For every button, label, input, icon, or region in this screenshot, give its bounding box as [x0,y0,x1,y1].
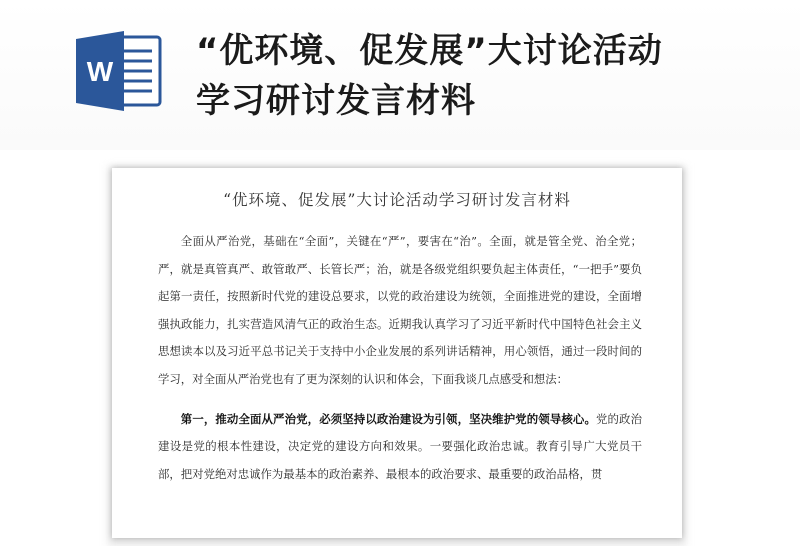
paragraph-intro: 全面从严治党，基础在“全面”，关键在“严”，要害在“治”。全面，就是管全党、治全党；严，就是真管真严、敢管敢严、长管长严；治，就是各级党组织要负起主体责任，“一把手”要负起第一责任，按照新时代党的建设总要求，以党的政治建设为统领，全面推进党的建设，全面增强执政能力，扎实营造风清气正的政治生态。近期我认真学习了习近平新时代中国特色社会主义思想读本以及习近平总书记关于支持中小企业发展的系列讲话精神，用心领悟，通过一段时间的学习，对全面从严治党也有了更为深刻的认识和体会，下面我谈几点感受和想法： [158,234,642,386]
word-icon-letter: W [86,56,114,87]
first-point-heading: 第一，推动全面从严治党，必须坚持以政治建设为引领，坚决维护党的领导核心。 [180,411,596,426]
paragraph-first-point [158,406,642,489]
first-point-text: 党的政治建设是党的根本性建设，决定党的建设方向和效果。一要强化政治忠诚。教育引导广大党员干部，把对党绝对忠诚作为最基本的政治素养、最根本的政治要求、最重要的政治品格，贯 [158,411,642,481]
banner-title [196,26,776,126]
document-page [112,168,682,538]
word-document-icon [74,31,164,111]
document-body [158,228,642,488]
document-title: “优环境、促发展”大讨论活动学习研讨发言材料 [223,191,571,209]
banner-title-line1: “优环境、促发展”大讨论活动 [196,31,663,71]
banner-title-line2: 学习研讨发言材料 [196,81,476,121]
